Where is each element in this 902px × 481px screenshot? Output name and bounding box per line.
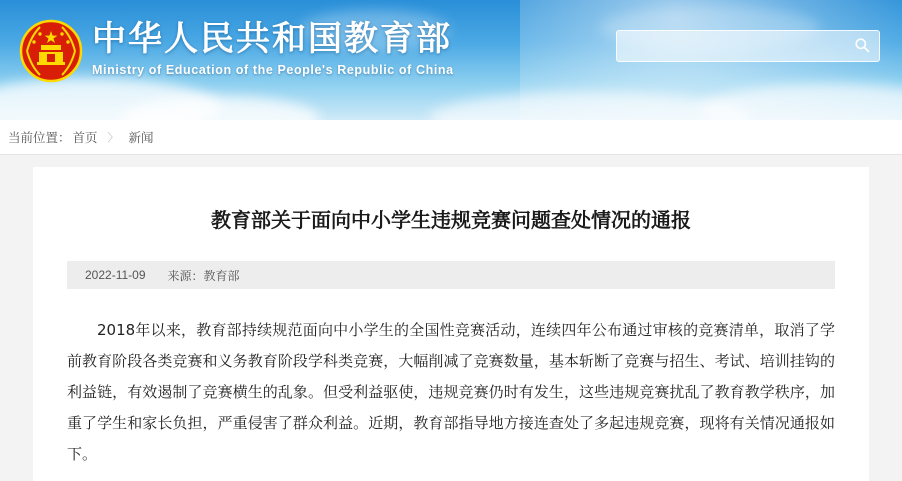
article-date: 2022-11-09	[85, 268, 146, 282]
article-container	[33, 167, 869, 481]
site-header	[0, 0, 902, 120]
site-title-english: Ministry of Education of the People's Republic of China	[92, 63, 454, 77]
cloud-decoration	[700, 84, 902, 120]
breadcrumb-label: 当前位置：	[8, 131, 71, 145]
search-button[interactable]	[845, 32, 879, 60]
search-icon	[854, 37, 870, 56]
article-meta-bar	[67, 261, 835, 289]
breadcrumb-separator-icon: 〉	[107, 132, 119, 144]
site-title-block	[92, 18, 454, 77]
site-title-chinese: 中华人民共和国教育部	[92, 19, 452, 59]
article-source-label: 来源：	[167, 268, 204, 283]
article-source: 教育部	[203, 268, 240, 283]
article-paragraph: 2018年以来，教育部持续规范面向中小学生的全国性竞赛活动，连续四年公布通过审核的竞赛清单，取消了学前教育阶段各类竞赛和义务教育阶段学科类竞赛，大幅削减了竞赛数量，基本斩断了竞赛与招生、考试、培训挂钩的利益链，有效遏制了竞赛横生的乱象。但受利益驱使，违规竞赛仍时有发生，这些违规竞赛扰乱了教育教学秩序，加重了学生和家长负担，严重侵害了群众利益。近期，教育部指导地方接连查处了多起违规竞赛，现将有关情况通报如下。	[67, 321, 835, 463]
breadcrumb-item-news[interactable]: 新闻	[128, 131, 154, 145]
national-emblem-icon	[18, 18, 84, 84]
search-box[interactable]	[616, 30, 880, 62]
article-title: 教育部关于面向中小学生违规竞赛问题查处情况的通报	[211, 208, 691, 232]
search-input[interactable]	[617, 33, 845, 59]
breadcrumb	[0, 120, 902, 155]
page-body	[0, 155, 902, 481]
breadcrumb-item-home[interactable]: 首页	[72, 131, 98, 145]
